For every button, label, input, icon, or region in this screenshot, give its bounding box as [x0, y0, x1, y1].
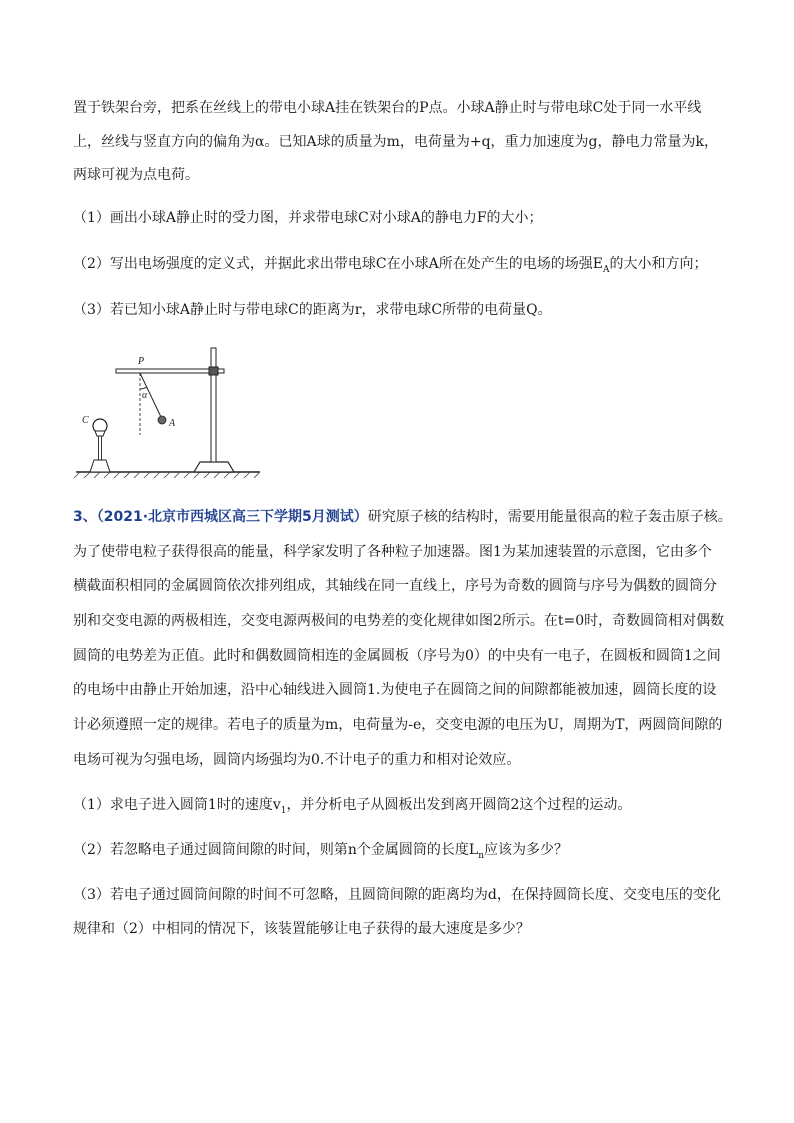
label-alpha: α: [142, 390, 148, 401]
ball-c-base: [90, 460, 110, 472]
q3-line4: 别和交变电源的两极相连，交变电源两极间的电势差的变化规律如图2所示。在t=0时，奇数圆筒相对偶数: [73, 613, 725, 629]
q3-line1-text: 研究原子核的结构时，需要用能量很高的粒子轰击原子核。: [367, 509, 732, 525]
q3-line3: 横截面积相同的金属圆筒依次排列组成，其轴线在同一直线上，序号为奇数的圆筒与序号为偶数的圆筒分: [73, 578, 717, 594]
q3-line1: [73, 507, 732, 527]
q3-sub2-subscript: n: [478, 850, 485, 861]
q2-sub2: [73, 254, 707, 280]
q3-sub1-text-end: ，并分析电子从圆板出发到离开圆筒2这个过程的运动。: [286, 797, 632, 813]
ground-hatching: [74, 472, 260, 478]
label-c: C: [82, 415, 89, 426]
q3-sub2-text-end: 应该为多少？: [484, 842, 569, 858]
q3-sub1-text: （1）求电子进入圆筒1时的速度v: [73, 797, 281, 813]
angle-arc: [140, 387, 147, 389]
q3-sub3-line2: 规律和（2）中相同的情况下，该装置能够让电子获得的最大速度是多少？: [73, 921, 530, 937]
q3-line5: 圆筒的电势差为正值。此时和偶数圆筒相连的金属圆板（序号为0）的中央有一电子，在圆板和圆筒1之间: [73, 648, 721, 664]
q3-sub1: [73, 795, 631, 821]
q3-line6: 的电场中由静止开始加速，沿中心轴线进入圆筒1.为使电子在圆筒之间的间隙都能被加速，圆筒长度的设: [73, 682, 717, 698]
q2-sub2-text: （2）写出电场强度的定义式，并据此求出带电球C在小球A所在处产生的电场的场强E: [73, 256, 603, 272]
q2-para-line1: 置于铁架台旁，把系在丝线上的带电小球A挂在铁架台的P点。小球A静止时与带电球C处于同一水平线: [73, 100, 702, 116]
ball-a: [158, 416, 166, 424]
q3-number: 3、: [73, 509, 97, 525]
label-a: A: [169, 418, 176, 429]
q3-sub3-line1: （3）若电子通过圆筒间隙的时间不可忽略，且圆筒间隙的距离均为d，在保持圆筒长度、交变电压的变化: [73, 887, 721, 903]
stand-arm: [116, 369, 224, 373]
stand-clamp: [209, 367, 218, 375]
iron-stand-diagram: [70, 340, 270, 480]
q2-sub3: （3）若已知小球A静止时与带电球C的距离为r，求带电球C所带的电荷量Q。: [73, 302, 552, 318]
q3-line7: 计必须遵照一定的规律。若电子的质量为m，电荷量为-e，交变电源的电压为U，周期为T，两圆筒间隙的: [73, 717, 723, 733]
q3-line2: 为了使带电粒子获得很高的能量，科学家发明了各种粒子加速器。图1为某加速装置的示意图，它由多个: [73, 544, 712, 560]
q2-sub2-text-end: 的大小和方向；: [609, 256, 708, 272]
q2-sub2-subscript: A: [602, 264, 610, 275]
q3-line8: 电场可视为匀强电场，圆筒内场强均为0.不计电子的重力和相对论效应。: [73, 752, 521, 768]
ball-c-rod: [99, 436, 102, 460]
stand-pole: [211, 348, 216, 462]
ball-c-holder: [95, 431, 105, 436]
q3-source: （2021·北京市西城区高三下学期5月测试）: [96, 509, 368, 525]
q2-sub1: （1）画出小球A静止时的受力图，并求带电球C对小球A的静电力F的大小；: [73, 210, 543, 226]
q3-sub1-subscript: 1: [280, 805, 287, 816]
iron-stand-figure: [70, 340, 270, 480]
q2-para-line3: 两球可视为点电荷。: [73, 167, 199, 183]
label-p: P: [138, 356, 145, 367]
q3-sub2: [73, 840, 568, 866]
stand-base: [194, 462, 234, 472]
q3-sub2-text: （2）若忽略电子通过圆筒间隙的时间，则第n个金属圆筒的长度L: [73, 842, 479, 858]
q2-para-line2: 上，丝线与竖直方向的偏角为α。已知A球的质量为m，电荷量为+q，重力加速度为g，静电力常量为k，: [73, 134, 718, 150]
